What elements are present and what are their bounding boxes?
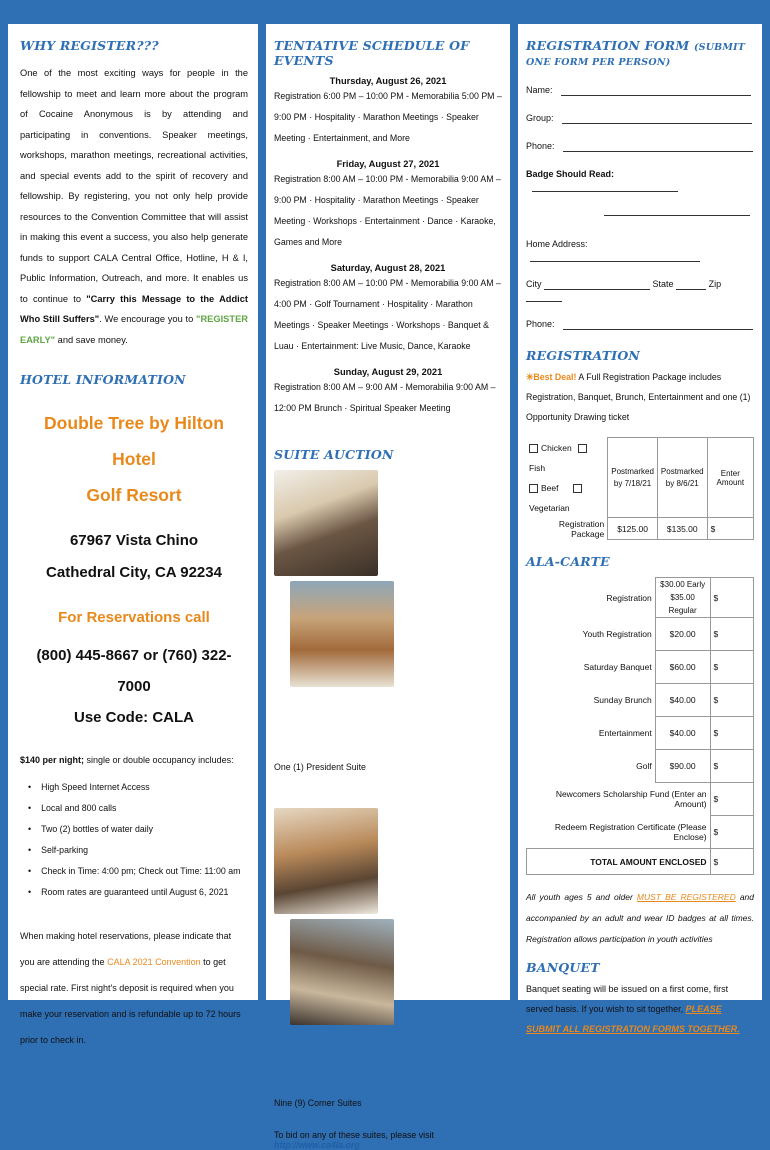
scholarship-label: Newcomers Scholarship Fund (Enter an Amount) <box>555 789 707 810</box>
bid-link[interactable]: http://www.ca4la.org <box>274 1140 360 1150</box>
banquet-heading: BANQUET <box>526 960 600 975</box>
day-friday-events: Registration 8:00 AM – 10:00 PM - Memorabilia 9:00 AM – 9:00 PM · Hospitality · Marathon Meetings · Speaker Meeting · Workshops · Entertainment · Dance · Karaoke, Games and More <box>274 174 501 247</box>
suite-photo <box>290 581 394 687</box>
day-thursday: Thursday, August 26, 2021 <box>329 76 447 86</box>
package-label: Registration Package <box>558 518 605 539</box>
alacarte-item-price: $60.00 <box>655 651 710 684</box>
day-friday: Friday, August 27, 2021 <box>336 159 440 169</box>
beef-checkbox[interactable] <box>529 484 538 493</box>
alacarte-item-price: $90.00 <box>655 750 710 783</box>
amenity-item: • Room rates are guaranteed until August 6, 2021 <box>42 882 248 903</box>
suite-photo <box>274 808 378 914</box>
hotel-block <box>20 405 248 733</box>
meal-options: Chicken Fish Beef Vegetarian <box>526 438 608 518</box>
badge-field[interactable] <box>532 181 678 192</box>
day-thursday-events: Registration 6:00 PM – 10:00 PM - Memorabilia 5:00 PM – 9:00 PM · Hospitality · Marathon Meetings · Speaker Meeting · Entertainment, and More <box>274 91 502 143</box>
alacarte-item-label: Entertainment <box>598 728 652 738</box>
scholarship-amount[interactable]: $ <box>710 783 753 816</box>
panel-registration-form <box>518 24 762 1034</box>
room-price: $140 per night; single or double occupancy includes: <box>20 755 234 765</box>
alacarte-item-price: $40.00 <box>655 717 710 750</box>
alacarte-item-label: Golf <box>636 761 652 771</box>
president-suite-caption: One (1) President Suite <box>274 762 366 772</box>
hotel-address: 67967 Vista Chino Cathedral City, CA 92234 <box>46 532 222 581</box>
phone-field[interactable] <box>563 141 753 152</box>
home-address-row: Home Address: <box>526 238 754 262</box>
enter-amount-header: Enter Amount <box>707 438 753 518</box>
day-sunday: Sunday, August 29, 2021 <box>333 367 443 377</box>
bid-text: To bid on any of these suites, please visit http://www.ca4la.org <box>274 1130 434 1150</box>
alacarte-item-amount[interactable]: $ <box>710 651 753 684</box>
alacarte-registration-label: Registration <box>606 592 652 603</box>
meal-choice-table <box>526 437 754 540</box>
suite-photo <box>274 470 378 576</box>
day-saturday: Saturday, August 28, 2021 <box>330 263 446 273</box>
state-field[interactable] <box>676 279 706 290</box>
suite-auction-heading: SUITE AUCTION <box>274 447 394 462</box>
best-deal-text: ✳Best Deal! A Full Registration Package includes Registration, Banquet, Brunch, Entertainment and one (1) Opportunity Drawing ticket <box>526 372 751 422</box>
postmarked-early: Postmarked by 7/18/21 <box>608 438 658 518</box>
day-saturday-events: Registration 8:00 AM – 10:00 PM - Memorabilia 9:00 AM – 4:00 PM · Golf Tournament · Hospitality · Marathon Meetings · Speaker Meetings · Workshops · Banquet & Luau · Entertainment: Live Music, Dance, Karaoke <box>274 278 501 351</box>
home-address-field[interactable] <box>530 251 700 262</box>
corner-suite-caption: Nine (9) Corner Suites <box>274 1098 362 1108</box>
reservation-note: When making hotel reservations, please indicate that you are attending the CALA 2021 Convention to get special rate. First night's deposit is required when you make your reservation and is refundable up to 72 hours prior to check in. <box>20 931 241 1045</box>
why-register-text: One of the most exciting ways for people in the fellowship to meet and learn more about the program of Cocaine Anonymous is by attending and participating in conventions. Speaker meetings, workshops, marathon meetings, recreational activities, and special events add to the spirit of recovery and fellowship. By registering, you not only help provide resources to the Convention Committee that will assist in making this event a success, you also help generate funds to support CALA Central Office, Hotline, H & I, Public Information, Outreach, and more. It enables us to continue to "Carry this Message to the Addict Who Still Suffers". We encourage you to "REGISTER EARLY" and save money. <box>20 68 248 345</box>
city-state-zip-row: City State Zip <box>526 278 754 302</box>
alacarte-item-price: $20.00 <box>655 618 710 651</box>
chicken-checkbox[interactable] <box>529 444 538 453</box>
reservation-phone: (800) 445-8667 or (760) 322-7000 Use Code: CALA <box>36 647 232 726</box>
corner-suite-photos <box>274 808 502 1030</box>
registration-heading: REGISTRATION <box>526 348 641 363</box>
alacarte-table <box>526 577 754 875</box>
badge-row: Badge Should Read: <box>526 168 754 192</box>
zip-field[interactable] <box>526 291 562 302</box>
alacarte-item-price: $40.00 <box>655 684 710 717</box>
total-amount[interactable]: $ <box>710 849 753 875</box>
phone-row: Phone: <box>526 140 754 152</box>
panel-why-register <box>8 24 258 1045</box>
badge-field-2[interactable] <box>604 205 750 216</box>
reservations-call: For Reservations call <box>58 609 210 626</box>
name-field[interactable] <box>561 85 751 96</box>
redeem-amount[interactable]: $ <box>710 816 753 849</box>
group-field[interactable] <box>562 113 752 124</box>
amenity-item: • Check in Time: 4:00 pm; Check out Time: 11:00 am <box>42 861 248 882</box>
alacarte-item-amount[interactable]: $ <box>710 618 753 651</box>
amenity-item: • Two (2) bottles of water daily <box>42 819 248 840</box>
registration-form-heading: REGISTRATION FORM (SUBMIT ONE FORM PER PERSON) <box>526 38 746 68</box>
postmarked-late: Postmarked by 8/6/21 <box>657 438 707 518</box>
alacarte-item-label: Sunday Brunch <box>593 695 652 705</box>
total-label: TOTAL AMOUNT ENCLOSED <box>527 849 711 875</box>
amenity-item: • Local and 800 calls <box>42 798 248 819</box>
badge-row-2 <box>526 204 754 216</box>
day-sunday-events: Registration 8:00 AM – 9:00 AM - Memorabilia 9:00 AM – 12:00 PM Brunch · Spiritual Speaker Meeting <box>274 382 496 413</box>
alacarte-registration-price: $30.00 Early $35.00 Regular <box>655 578 710 618</box>
youth-note: All youth ages 5 and older MUST BE REGISTERED and accompanied by an adult and wear ID badges at all times. Registration allows participation in youth activities <box>526 892 755 944</box>
alacarte-item-amount[interactable]: $ <box>710 750 753 783</box>
fish-checkbox[interactable] <box>578 444 587 453</box>
president-suite-photos <box>274 470 502 692</box>
phone2-row: Phone: <box>526 318 754 330</box>
vegetarian-checkbox[interactable] <box>573 484 582 493</box>
alacarte-item-label: Saturday Banquet <box>583 662 652 672</box>
city-field[interactable] <box>544 279 650 290</box>
alacarte-heading: ALA-CARTE <box>526 554 610 569</box>
amenities-list <box>20 777 248 903</box>
alacarte-item-amount[interactable]: $ <box>710 684 753 717</box>
name-row: Name: <box>526 84 754 96</box>
suite-photo <box>290 919 394 1025</box>
package-price-early: $125.00 <box>608 518 658 540</box>
amenity-item: • High Speed Internet Access <box>42 777 248 798</box>
package-amount-field[interactable]: $ <box>707 518 753 540</box>
redeem-label: Redeem Registration Certificate (Please Enclose) <box>554 821 707 842</box>
hotel-name: Double Tree by Hilton Hotel Golf Resort <box>44 413 224 505</box>
hotel-info-heading: HOTEL INFORMATION <box>20 372 186 387</box>
package-price-late: $135.00 <box>657 518 707 540</box>
group-row: Group: <box>526 112 754 124</box>
alacarte-registration-amount[interactable]: $ <box>710 578 753 618</box>
alacarte-item-amount[interactable]: $ <box>710 717 753 750</box>
schedule-heading: TENTATIVE SCHEDULE OF EVENTS <box>274 38 470 68</box>
why-register-heading: WHY REGISTER??? <box>20 38 159 53</box>
panel-schedule <box>266 24 510 1150</box>
amenity-item: • Self-parking <box>42 840 248 861</box>
phone2-field[interactable] <box>563 319 753 330</box>
banquet-note: Banquet seating will be issued on a first come, first served basis. If you wish to sit together, PLEASE SUBMIT ALL REGISTRATION FORMS TOGETHER. <box>526 984 740 1034</box>
alacarte-item-label: Youth Registration <box>582 629 652 639</box>
